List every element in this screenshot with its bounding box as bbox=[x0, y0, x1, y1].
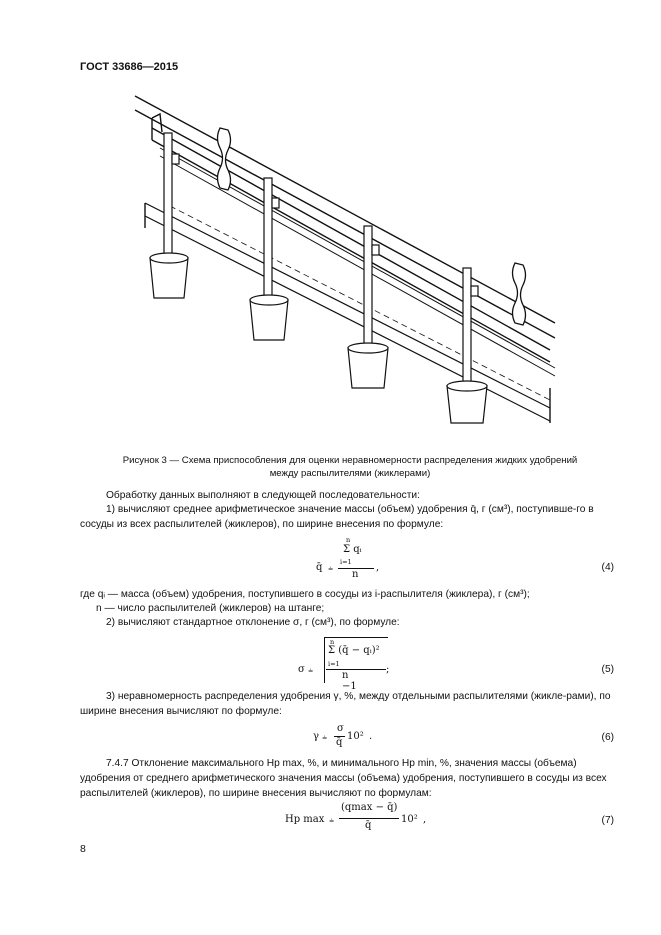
nozzle-4 bbox=[463, 268, 471, 386]
where-q: где qᵢ — масса (объем) удобрения, поступившего в сосуды из i-распылителя (жиклера), г (см³); bbox=[80, 589, 530, 600]
formula-4-number: (4) bbox=[601, 562, 614, 573]
vessel-1 bbox=[150, 258, 188, 298]
clause-7-4-7: 7.4.7 Отклонение максимального Hp max, %, и минимального Hp min, %, значения массы (объема) удобрения от среднего арифметического значения массы (объема) удобрения, поступившего в сосуды из всех распылителей (жиклеров), по ширине внесения вычисляют по формулам: bbox=[80, 758, 607, 799]
standard-header: ГОСТ 33686—2015 bbox=[80, 61, 179, 73]
lower-frame bbox=[145, 203, 550, 408]
step1-paragraph: 1) вычисляют среднее арифметическое значение массы (объем) удобрения q̄, г (см³), поступивше-го в сосуды из всех распылителей (жиклеров), по ширине внесения по формуле: bbox=[80, 504, 594, 530]
formula-7-number: (7) bbox=[601, 815, 614, 826]
formula-6-number: (6) bbox=[601, 732, 614, 743]
page-number: 8 bbox=[80, 843, 86, 855]
step2-paragraph: 2) вычисляют стандартное отклонение σ, г (см³), по формуле: bbox=[106, 617, 400, 628]
nozzle-2 bbox=[264, 178, 272, 303]
vessel-2 bbox=[250, 300, 288, 340]
intro-paragraph: Обработку данных выполняют в следующей последовательности: bbox=[106, 490, 420, 501]
nozzle-1 bbox=[164, 133, 172, 258]
figure-caption-line1: Рисунок 3 — Схема приспособления для оценки неравномерности распределения жидких удобрений bbox=[122, 455, 578, 466]
formula-5-number: (5) bbox=[601, 664, 614, 675]
hanger-right bbox=[513, 263, 526, 325]
step3-paragraph: 3) неравномерность распределения удобрения γ, %, между отдельными распылителями (жикле-рами), по ширине внесения вычисляют по формуле: bbox=[80, 691, 611, 717]
boom-rail-top bbox=[135, 96, 555, 323]
where-n: n — число распылителей (жиклеров) на штанге; bbox=[96, 603, 325, 614]
nozzle-test-figure bbox=[130, 88, 560, 428]
nozzle-3 bbox=[364, 226, 372, 351]
hanger-left bbox=[218, 128, 231, 190]
vessel-3 bbox=[348, 348, 388, 388]
figure-caption-line2: между распылителями (жиклерами) bbox=[269, 468, 431, 479]
